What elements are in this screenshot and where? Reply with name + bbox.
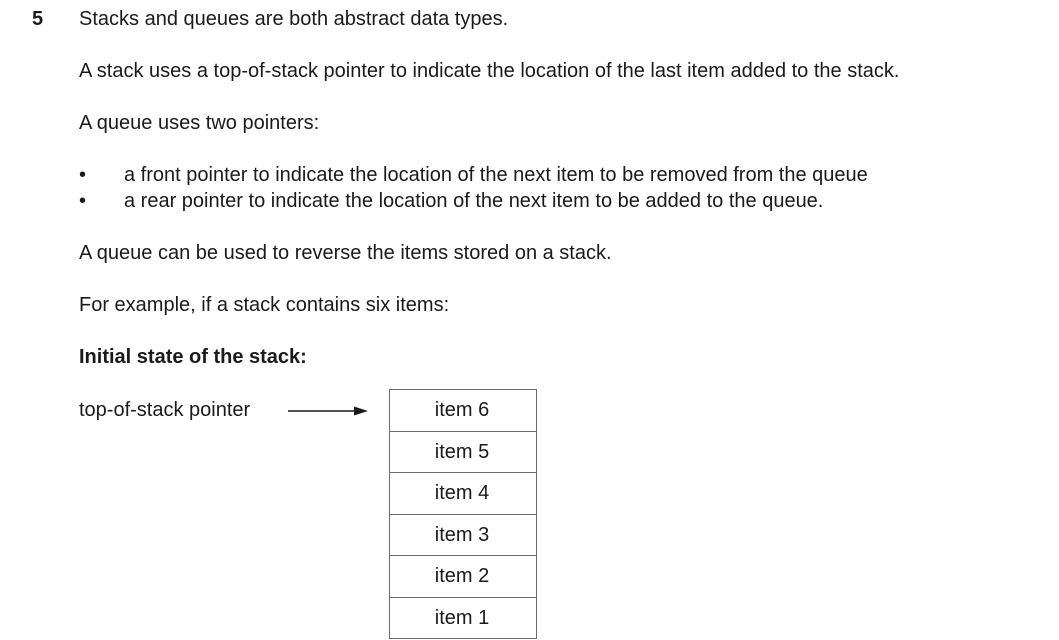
stack-item-label: item 5 (434, 440, 490, 463)
question-number: 5 (32, 8, 44, 30)
stack-item-label: item 6 (434, 399, 490, 422)
stack-item-label: item 4 (434, 482, 490, 505)
stack-item-label: item 3 (434, 523, 490, 546)
stack-box (389, 389, 537, 639)
example-text: For example, if a stack contains six items: (79, 294, 450, 316)
queue-description: A queue uses two pointers: (79, 112, 320, 134)
bullet-marker: • (79, 164, 87, 186)
stack-cell (390, 598, 536, 640)
stack-item-label: item 2 (434, 565, 490, 588)
section-heading: Initial state of the stack: (79, 346, 307, 368)
stack-cell (390, 390, 536, 432)
stack-item-label: item 1 (434, 606, 490, 629)
reverse-text: A queue can be used to reverse the items stored on a stack. (79, 242, 612, 264)
stack-cell (390, 515, 536, 557)
bullet-text-front-pointer: a front pointer to indicate the location of the next item to be removed from the queue (124, 164, 868, 186)
pointer-label: top-of-stack pointer (79, 399, 251, 421)
intro-text: Stacks and queues are both abstract data types. (79, 8, 509, 30)
bullet-marker: • (79, 190, 87, 212)
stack-cell (390, 473, 536, 515)
stack-description: A stack uses a top-of-stack pointer to indicate the location of the last item added to the stack. (79, 60, 900, 82)
stack-cell (390, 556, 536, 598)
stack-cell (390, 432, 536, 474)
bullet-text-rear-pointer: a rear pointer to indicate the location of the next item to be added to the queue. (124, 190, 824, 212)
pointer-arrow (288, 403, 370, 419)
